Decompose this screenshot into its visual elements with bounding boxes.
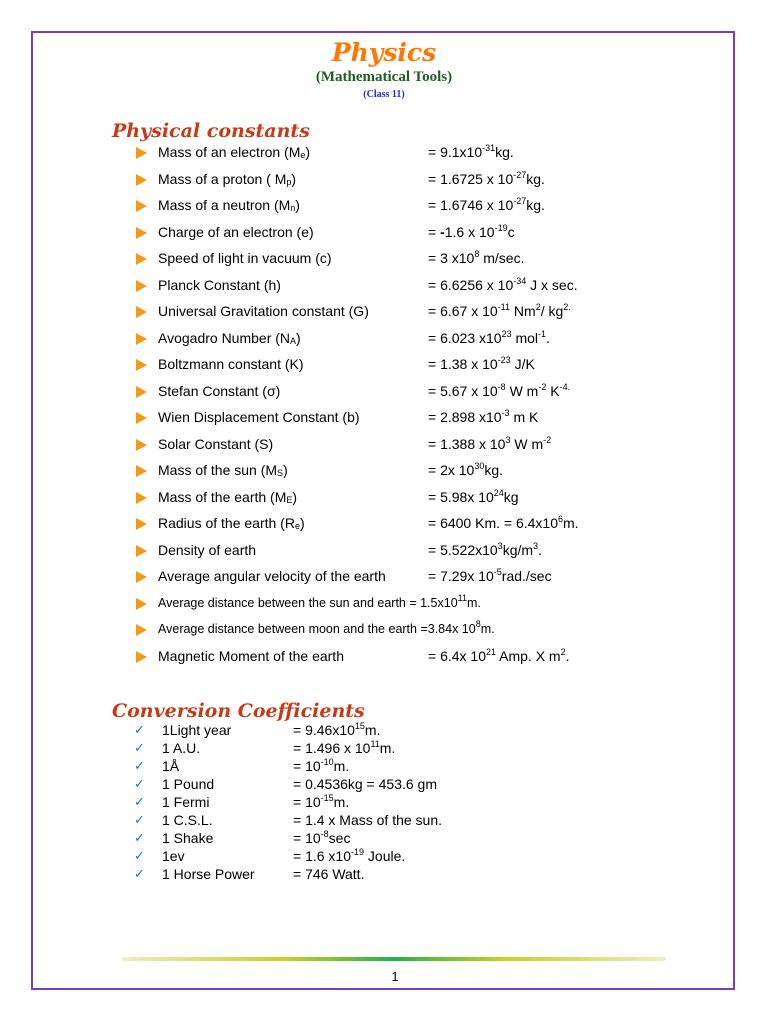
constant-row xyxy=(0,329,768,355)
checkmark-icon: ✓ xyxy=(134,848,145,863)
constant-value: = $9.1x10^{-31}kg$. xyxy=(428,143,514,160)
constant-row xyxy=(0,223,768,249)
conversion-coefficients-heading: Conversion Coefficients xyxy=(112,700,365,722)
conversion-label: 1 Shake xyxy=(162,830,214,846)
conversion-value: = 1.6 $x10^{-19}$ Joule. xyxy=(293,847,406,864)
constant-row xyxy=(0,196,768,222)
conversion-label: 1ev xyxy=(162,848,185,864)
arrow-bullet-icon xyxy=(136,147,147,159)
arrow-bullet-icon xyxy=(136,306,147,318)
constant-row xyxy=(0,143,768,169)
physical-constants-heading: Physical constants xyxy=(112,120,310,142)
checkmark-icon: ✓ xyxy=(134,776,145,791)
conversion-row xyxy=(0,812,768,830)
checkmark-icon: ✓ xyxy=(134,866,145,881)
arrow-bullet-icon xyxy=(136,571,147,583)
checkmark-icon: ✓ xyxy=(134,758,145,773)
constant-value: = $5.522x10^3kg/m^3$. xyxy=(428,540,542,558)
conversion-label: 1 A.U. xyxy=(162,740,201,756)
arrow-bullet-icon xyxy=(136,651,147,663)
constant-row xyxy=(0,647,768,673)
conversion-label: 1Å xyxy=(162,758,180,774)
constant-row xyxy=(0,249,768,275)
constant-value: = 2x $10^{30}kg$. xyxy=(428,461,504,478)
arrow-bullet-icon xyxy=(136,545,147,557)
page-title: Physics xyxy=(331,38,437,67)
constant-label: Mass of a proton ( $M_p$) xyxy=(158,170,297,187)
constant-label: Average angular velocity of the earth xyxy=(158,568,386,584)
constant-value: = -1.6 x $10^{-19}c$ xyxy=(428,222,515,240)
conversion-row xyxy=(0,866,768,884)
constant-value: = 7.29x $10^{-5}rad./\sec$ xyxy=(428,567,552,584)
constant-value: = 6.6256 x $10^{-34}$ J x sec. xyxy=(428,275,578,293)
arrow-bullet-icon xyxy=(136,280,147,292)
constant-row xyxy=(0,382,768,408)
constant-row xyxy=(0,567,768,593)
arrow-bullet-icon xyxy=(136,518,147,530)
conversion-row xyxy=(0,722,768,740)
arrow-bullet-icon xyxy=(136,174,147,186)
conversion-label: 1 Horse Power xyxy=(162,866,255,882)
constant-value: = 1.388 x $10^3$ W $m^{-2}$ xyxy=(428,434,552,452)
constant-value: = 1.38 x $10^{-23}$ J/K xyxy=(428,355,535,372)
constant-row xyxy=(0,594,768,620)
constant-label: Wien Displacement Constant (b) xyxy=(158,409,360,425)
constant-row xyxy=(0,170,768,196)
constant-value: = 6.4x $10^{21}$ Amp. X $m^2$. xyxy=(428,646,570,664)
arrow-bullet-icon xyxy=(136,333,147,345)
constant-label: Solar Constant (S) xyxy=(158,435,274,452)
checkmark-icon: ✓ xyxy=(134,794,145,809)
constant-label: Universal Gravitation constant (G) xyxy=(158,303,369,319)
arrow-bullet-icon xyxy=(136,359,147,371)
constant-row xyxy=(0,276,768,302)
conversion-value: = $10^{-10}m$. xyxy=(293,757,350,774)
constant-label: Mass of an electron $(M_e)$ xyxy=(158,144,311,160)
constant-value: = 3 $x10^8$ m/sec. xyxy=(428,249,525,266)
constant-row xyxy=(0,514,768,540)
constant-row xyxy=(0,355,768,381)
constant-label: Stefan Constant (σ) xyxy=(158,382,281,399)
checkmark-icon: ✓ xyxy=(134,812,145,827)
arrow-bullet-icon xyxy=(136,624,147,636)
arrow-bullet-icon xyxy=(136,492,147,504)
conversion-row xyxy=(0,794,768,812)
conversion-row xyxy=(0,830,768,848)
conversion-label: 1 Pound xyxy=(162,776,215,792)
arrow-bullet-icon xyxy=(136,439,147,451)
constant-value: = 5.98x $10^{24}kg$ xyxy=(428,487,519,505)
constant-label: Average distance between the sun and earth = $1.5x10^{11}m$. xyxy=(158,592,481,610)
conversion-row xyxy=(0,848,768,866)
constant-label: Charge of an electron (e) xyxy=(158,223,314,240)
constant-value: = 6400 Km. = $6.4x10^6m$. xyxy=(428,514,579,531)
conversion-value: = 0.4536kg = 453.6 gm xyxy=(293,776,437,792)
constant-label: Mass of the sun $(M_S)$ xyxy=(158,462,288,478)
conversion-row xyxy=(0,758,768,776)
arrow-bullet-icon xyxy=(136,386,147,398)
constant-row xyxy=(0,488,768,514)
constant-value: = 1.6725 x $10^{-27}kg$. xyxy=(428,169,545,187)
conversion-row xyxy=(0,776,768,794)
constant-label: Mass of the earth $(M_E)$ xyxy=(158,488,298,505)
constant-label: Speed of light in vacuum (c) xyxy=(158,250,332,266)
arrow-bullet-icon xyxy=(136,227,147,239)
constant-value: = 2.898 $x10^{-3}$ m K xyxy=(428,408,539,425)
conversion-value: = 746 Watt. xyxy=(293,866,365,882)
checkmark-icon: ✓ xyxy=(134,722,145,737)
arrow-bullet-icon xyxy=(136,412,147,424)
constant-label: Average distance between moon and the earth =3.84x $10^8m$. xyxy=(158,619,495,636)
conversion-row xyxy=(0,740,768,758)
page-subtitle: (Mathematical Tools) xyxy=(315,69,453,85)
constant-row xyxy=(0,620,768,646)
arrow-bullet-icon xyxy=(136,598,147,610)
checkmark-icon: ✓ xyxy=(134,830,145,845)
conversion-label: 1 C.S.L. xyxy=(162,812,213,828)
constant-value: = 5.67 x $10^{-8}$ W $m^{-2}$ $K^{-4.}$ xyxy=(428,381,571,399)
class-label: (Class 11) xyxy=(363,89,405,100)
footer-divider xyxy=(122,957,666,961)
constant-row xyxy=(0,541,768,567)
conversion-value: = $9.46x10^{15}m$. xyxy=(293,721,381,738)
constant-row xyxy=(0,435,768,461)
conversion-label: 1 Fermi xyxy=(162,794,210,810)
constant-label: Avogadro Number $(N_A)$ xyxy=(158,329,301,346)
constant-row xyxy=(0,302,768,328)
constant-label: Magnetic Moment of the earth xyxy=(158,647,344,664)
constant-value: = 1.6746 x $10^{-27}kg$. xyxy=(428,196,545,213)
conversion-value: = 1.496 x $10^{11}m$. xyxy=(293,739,396,756)
constant-label: Boltzmann constant (K) xyxy=(158,356,304,372)
constant-label: Density of earth xyxy=(158,541,257,558)
constant-label: Planck Constant (h) xyxy=(158,276,281,293)
constant-label: Radius of the earth $(R_e)$ xyxy=(158,515,305,531)
conversion-value: = $10^{-15}m$. xyxy=(293,793,350,810)
arrow-bullet-icon xyxy=(136,253,147,265)
conversion-value: = 1.4 x Mass of the sun. xyxy=(293,812,443,828)
constant-label: Mass of a neutron $(M_n)$ xyxy=(158,197,300,213)
checkmark-icon: ✓ xyxy=(134,740,145,755)
arrow-bullet-icon xyxy=(136,200,147,212)
conversion-label: 1Light year xyxy=(162,722,232,738)
conversion-value: = $10^{-8}\sec$ xyxy=(293,829,351,846)
constant-value: = 6.023 $x10^{23}$ mol$^{-1}$. xyxy=(428,328,550,346)
constant-row xyxy=(0,408,768,434)
arrow-bullet-icon xyxy=(136,465,147,477)
constant-value: = 6.67 x $10^{-11}$ Nm$^2$/ $kg^{2.}$ xyxy=(428,302,571,319)
constant-row xyxy=(0,461,768,487)
page-number: 1 xyxy=(391,969,399,984)
